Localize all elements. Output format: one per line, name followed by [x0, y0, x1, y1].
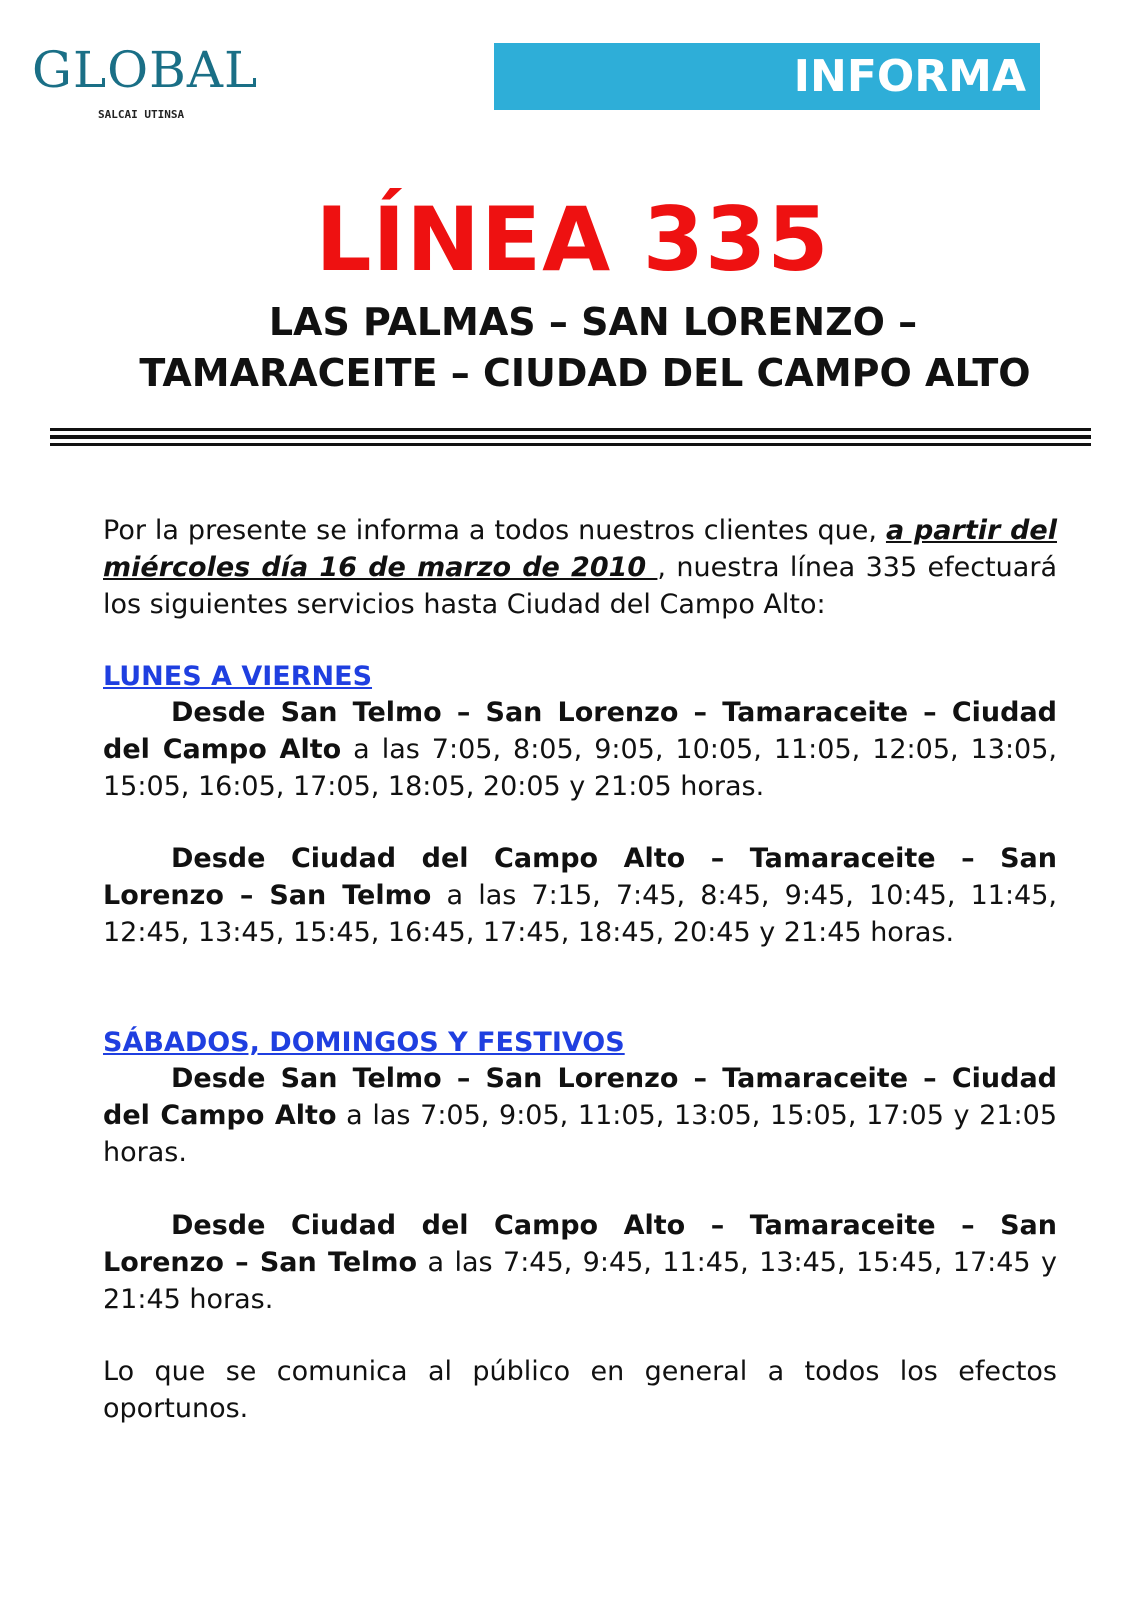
- weekend-outbound-schedule: [103, 1060, 1057, 1171]
- informa-banner: INFORMA: [494, 43, 1040, 110]
- schedule-route: Desde San Telmo – San Lorenzo – Tamaraceite – Ciudad del Campo Alto: [103, 697, 1057, 765]
- weekdays-heading: LUNES A VIERNES: [103, 661, 373, 692]
- schedule-route: Desde Ciudad del Campo Alto – Tamaraceite – San Lorenzo – San Telmo: [103, 843, 1057, 911]
- intro-paragraph: [103, 512, 1057, 623]
- divider-line: [50, 428, 1091, 431]
- schedule-route: Desde San Telmo – San Lorenzo – Tamaraceite – Ciudad del Campo Alto: [103, 1063, 1057, 1131]
- schedule-route: Desde Ciudad del Campo Alto – Tamaraceite – San Lorenzo – San Telmo: [103, 1210, 1057, 1278]
- effective-date: a partir del miércoles día 16 de marzo de 2010: [103, 515, 1057, 583]
- divider-line: [50, 435, 1091, 439]
- page-title: LÍNEA 335: [315, 188, 830, 291]
- weekday-return-schedule: [103, 840, 1057, 951]
- intro-text: Por la presente se informa a todos nuestros clientes que,: [103, 515, 886, 546]
- route-line-2: TAMARACEITE – CIUDAD DEL CAMPO ALTO: [139, 351, 1031, 395]
- weekday-outbound-schedule: [103, 694, 1057, 805]
- schedule-times: a las 7:45, 9:45, 11:45, 13:45, 15:45, 17:45 y 21:45 horas.: [103, 1247, 1057, 1315]
- closing-paragraph: Lo que se comunica al público en general a todos los efectos oportunos.: [103, 1356, 1057, 1424]
- route-line-1: LAS PALMAS – SAN LORENZO –: [268, 300, 918, 344]
- global-logo: [32, 38, 282, 128]
- schedule-times: a las 7:15, 7:45, 8:45, 9:45, 10:45, 11:45, 12:45, 13:45, 15:45, 16:45, 17:45, 18:45, 20:45 y 21:45 horas.: [103, 880, 1057, 948]
- schedule-times: a las 7:05, 9:05, 11:05, 13:05, 15:05, 17:05 y 21:05 horas.: [103, 1100, 1057, 1168]
- weekends-heading: SÁBADOS, DOMINGOS Y FESTIVOS: [103, 1027, 625, 1058]
- logo-subtitle: SALCAI UTINSA: [98, 108, 185, 121]
- weekend-return-schedule: [103, 1207, 1057, 1318]
- schedule-times: a las 7:05, 8:05, 9:05, 10:05, 11:05, 12:05, 13:05, 15:05, 16:05, 17:05, 18:05, 20:05 y 21:05 horas.: [103, 734, 1057, 802]
- logo-wordmark: GLOBAL: [32, 41, 259, 99]
- divider-line: [50, 443, 1091, 446]
- intro-text-end: , nuestra línea 335 efectuará los siguientes servicios hasta Ciudad del Campo Alto:: [103, 552, 1057, 620]
